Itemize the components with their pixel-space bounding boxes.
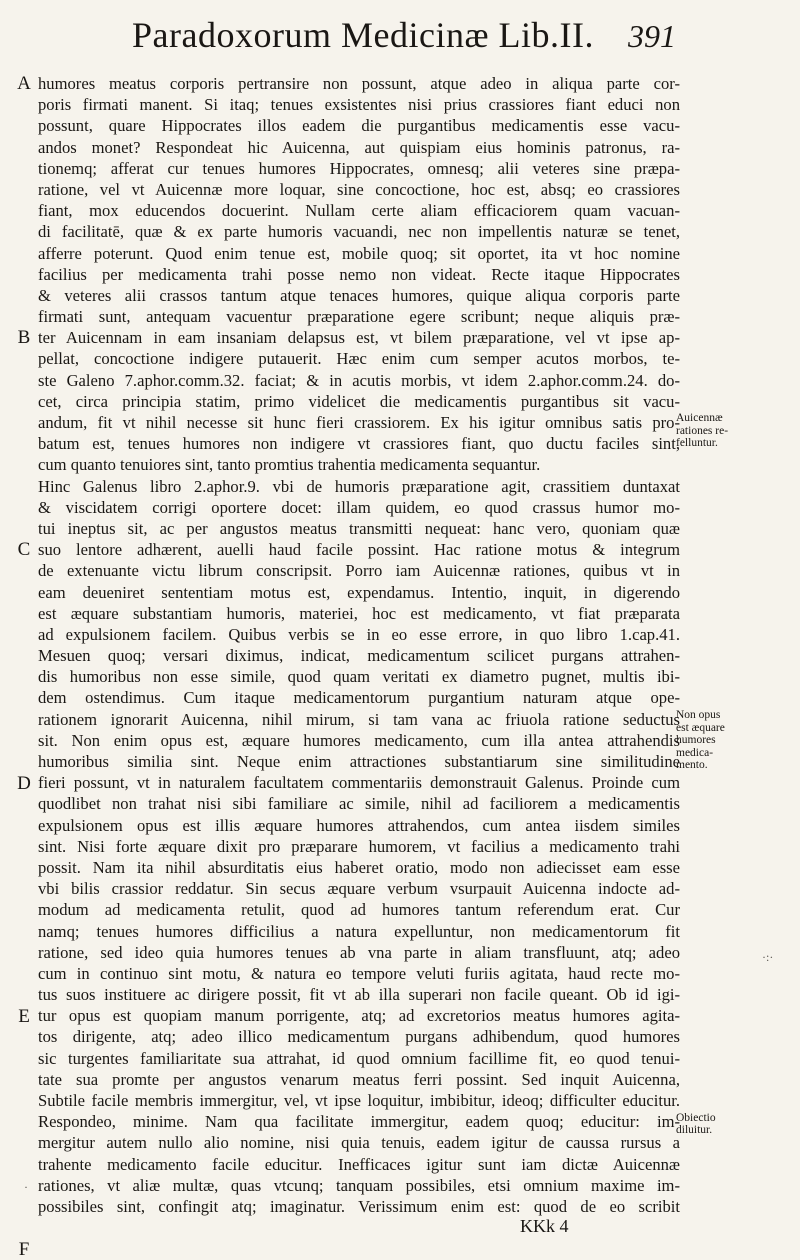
page-footer [0,1216,800,1248]
marginal-note [676,1112,796,1137]
text-line: humoribus similia sint. Neque enim attractiones substantiarum sine similitudine [38,752,680,771]
text-line: possibiles sint, confingit atq; imaginatur. Verissimum enim est: quod de eo scribit [38,1196,680,1216]
text-line: Mesuen quoq; versari diximus, indicat, medicamentum scilicet purgans attrahen- [38,646,680,666]
text-line: cum quanto tenuiores sint, tanto promtius trahentia medicamenta sequantur. [38,455,541,475]
section-letter: D [17,772,31,794]
text-line: fieri possunt, vt in naturalem facultatem commentariis demonstrauit Galenus. Proinde cum [38,773,680,793]
text-line: Respondeo, minime. Nam qua facilitate immergitur, eadem quoq; educitur: im- [38,1112,680,1132]
text-line: & veteres alii crassos tantum atque tenaces humores, quique aliqua corporis parte [38,285,680,305]
section-letter: A [17,73,31,94]
text-line: tionemq; afferat cur tenues humores Hippocrates, omnesq; alii veteres sine præpa- [38,158,680,178]
text-line: trahente medicamento facile educitur. Inefficaces igitur sunt iam dictæ Auicennæ [38,1154,680,1174]
text-line: de extenuante victu librum conscripsit. Porro iam Auicennæ rationes, quibus vt in [38,561,680,581]
section-letter: C [17,539,31,561]
text-line: ter Auicennam in eam insaniam delapsus est, vt bilem præparatione, vel vt ipse ap- [38,328,680,348]
text-line: possunt, quare Hippocrates illos eadem die purgantibus medicamentis esse vacu- [38,116,680,136]
text-line: firmati sunt, antequam vacuentur præparatione egere scribunt; neque aliquis præ- [38,307,680,327]
text-line: batum est, tenues humores non indigere vt crassiores fiant, quo ductu faciles sint, [38,434,680,454]
text-line: ratione, sed ideo quia humores tenues ab vna parte in aliam transfluunt, atq; adeo [38,942,680,962]
text-line: expulsionem opus est illis æquare humores attrahendos, cum antea iisdem similes [38,815,680,835]
text-line: dis humoribus non esse simile, quod quam veritati ex diametro pugnet, multis ibi- [38,667,680,687]
text-line: tur opus est quopiam manum porrigente, atq; ad excretorios meatus humores agita- [38,1006,680,1026]
text-line: ratione, vel vt Auicennæ more loquar, sine concoctione, hoc est, absq; eo crassiores [38,179,680,199]
text-line: & viscidatem corrigi oportere docet: illam quidem, eo quod crassus humor mo- [38,497,680,517]
text-line: Hinc Galenus libro 2.aphor.9. vbi de humoris præparatione agit, crassitiem duntaxat [38,476,680,496]
text-line: rationem ignorarit Auicenna, nihil mirum, si tam vana ac friuola ratione seductus [38,709,680,729]
marginal-note-line: Auicennæ [676,412,723,425]
text-line: vbi bilis crassior reddatur. Sin secus æquare verbum vsurpauit Auicenna indocte ad- [38,879,680,899]
text-line: est æquare substantiam humoris, materiei, hoc est medicamento, vt fiat præparata [38,603,680,623]
marginal-note-line: est æquare [676,721,725,734]
marginal-note [676,709,796,772]
text-line: sic turgentes familiaritate sua attrahat, id quod omnium facillime fit, eo quod tenui- [38,1048,680,1068]
text-line: cum in continuo sint motu, & natura eo tempore veluti furiis agitata, haud recte mo- [38,963,680,983]
text-line: cet, circa principia statim, primo videlicet die medicamentis purgantibus sit vacu- [38,391,680,411]
marginal-note-line: felluntur. [676,437,718,450]
text-line: andos monet? Respondeat hic Auicenna, aut quispiam eius hominis patronus, ra- [38,137,680,157]
text-line: afferre poterunt. Quod enim tenue est, mobile quoq; sit oportet, ita vt hoc nomine [38,243,680,263]
page-number: 391 [628,18,676,54]
running-title: Paradoxorum Medicinæ Lib.II. [132,15,594,55]
text-line: modum ad medicamenta retulit, quod ad humores tantum referendum erat. Cur [38,900,680,920]
text-line: namq; tenues humores difficilius a natura expelluntur, non medicamentorum fit [38,921,680,941]
text-line: ste Galeno 7.aphor.comm.32. faciat; & in acutis morbis, vt idem 2.aphor.comm.24. do- [38,370,680,390]
text-line: facilius per medicamenta trahi posse nemo non videat. Recte itaque Hippocrates [38,264,680,284]
text-line: mergitur autem nullo alio nomine, nisi quia tenuis, eadem igitur de caussa rursus a [38,1133,680,1153]
text-line: tus suos instituere ac dirigere possit, fit vt ab illa superari non facile queant. Ob id igi- [38,985,680,1005]
text-line: humores meatus corporis pertransire non possunt, atque adeo in aliqua parte cor- [38,74,680,93]
text-line: andum, fit vt nihil necesse sit hunc fieri crassiorem. Ex his igitur omnibus satis pro- [38,413,680,432]
text-line: tui ineptus sit, ac per angustos meatus transmitti nequeat: hanc vero, quoniam quæ [38,518,680,538]
marginal-note-line: humores [676,734,716,746]
text-line: possit. Nam ita nihil absurditatis eius haberet oratio, modo non adiecisset eam esse [38,857,680,877]
section-letter: F [18,1239,30,1260]
text-line: Subtile facile membris immergitur, vel, vt ipse loquitur, imbibitur, ideoq; difficulter educitur. [38,1091,680,1110]
main-text-block [38,73,680,1217]
marginal-note-line: Non opus [676,709,721,721]
page-header [0,14,800,62]
signature-mark: KKk 4 [520,1216,569,1236]
marginal-note-line: Obiectio [676,1111,716,1124]
stray-mark-ornament: · [24,1180,28,1194]
marginal-note-line: medica- [676,746,714,759]
text-line: rationes, vt aliæ multæ, quas vtcunq; tanquam possibiles, etsi omnium maxime im- [38,1175,680,1195]
text-line: sit. Non enim opus est, æquare humores medicamento, cum illa antea attrahendis [38,730,680,750]
section-letter: E [18,1005,30,1027]
text-line: poris firmati manent. Si itaq; tenues exsistentes nisi prius crassiores fiant educi non [38,95,680,115]
text-line: quodlibet non trahat nisi sibi familiare ac simile, nihil ad faciliorem a medicamentis [38,794,680,814]
marginal-note-line: diluitur. [676,1124,713,1137]
text-line: suo lentore adhærent, auelli haud facile possint. Hac ratione motus & integrum [38,540,680,560]
section-letter: B [17,327,31,349]
text-line: pellat, concoctione indigere putauerit. Hæc enim cum semper acutos morbos, te- [38,349,680,369]
text-line: tos dirigente, atq; adeo illico medicamentum purgans adhibendum, quod humores [38,1027,680,1047]
text-line: tate sua promte per angustos venarum meatus ferri possint. Sed inquit Auicenna, [38,1069,680,1089]
text-line: dem ostendimus. Cum itaque medicamentorum purgantium naturam atque ope- [38,688,680,708]
marginal-note-line: rationes re- [676,424,729,437]
stray-mark-ornament: ·:· [762,950,774,964]
text-line: di facilitatē, quæ & ex parte humoris vacuandi, nec non impellentis naturæ se tenet, [38,222,680,242]
text-line: ad expulsionem facilem. Quibus verbis se in eo esse errore, in quo libro 1.cap.41. [38,624,680,644]
marginal-note [676,412,796,450]
text-line: eam deueniret sententiam motus est, expendamus. Intentio, inquit, in digerendo [38,582,680,602]
text-line: sint. Nisi forte æquare dixit pro præparare humorem, vt facilius a medicamento trahi [38,836,680,856]
text-line: fiant, mox educendos docuerint. Nullam certe aliam efficaciorem quam vacuan- [38,201,680,221]
marginal-note-line: mento. [676,759,708,771]
